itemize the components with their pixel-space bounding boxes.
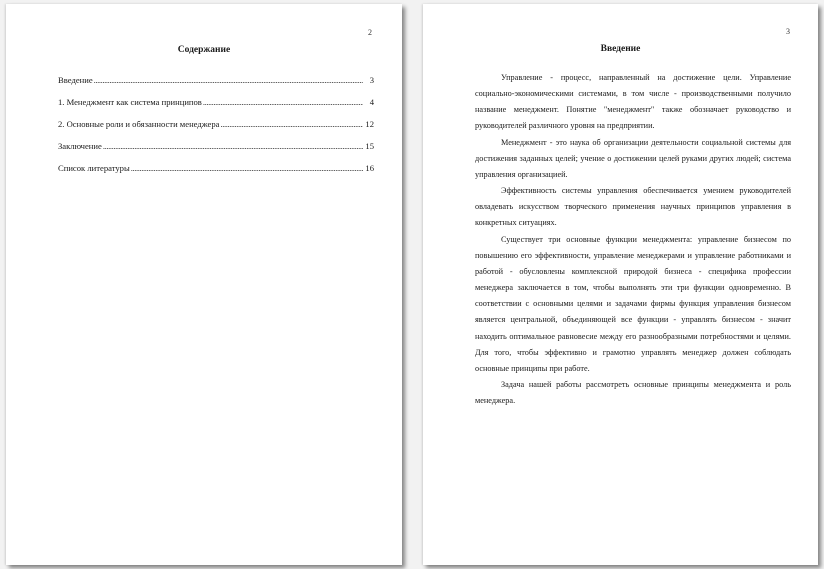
page-number: 2 — [368, 28, 372, 37]
toc-entry[interactable] — [58, 97, 374, 119]
toc-leader-dots — [221, 119, 364, 129]
toc-entry-title: 1. Менеджмент как система принципов — [58, 97, 202, 107]
introduction-body — [475, 70, 791, 409]
toc-leader-dots — [203, 97, 363, 107]
toc-entry-title: Введение — [58, 75, 93, 85]
table-of-contents — [58, 75, 374, 185]
toc-leader-dots — [94, 75, 363, 85]
toc-entry[interactable] — [58, 119, 374, 141]
toc-entry[interactable] — [58, 75, 374, 97]
toc-entry[interactable] — [58, 163, 374, 185]
toc-entry-title: 2. Основные роли и обязанности менеджера — [58, 119, 220, 129]
toc-entry[interactable] — [58, 141, 374, 163]
toc-entry-title: Список литературы — [58, 163, 130, 173]
page-number: 3 — [786, 27, 790, 36]
toc-entry-page: 16 — [365, 163, 374, 173]
introduction-heading: Введение — [600, 44, 641, 54]
introduction-page — [423, 4, 818, 565]
paragraph: Эффективность системы управления обеспечивается умением руководителей овладевать искусством творческого применения научных принципов управления в конкретных ситуациях. — [475, 186, 791, 228]
toc-leader-dots — [131, 163, 363, 173]
paragraph: Задача нашей работы рассмотреть основные принципы менеджмента и роль менеджера. — [475, 379, 791, 406]
toc-entry-page: 15 — [365, 141, 374, 151]
toc-entry-page: 4 — [369, 97, 374, 107]
toc-entry-title: Заключение — [58, 141, 102, 151]
contents-heading: Содержание — [177, 45, 231, 55]
toc-entry-page: 12 — [365, 119, 374, 129]
contents-page — [6, 4, 402, 565]
paragraph: Менеджмент - это наука об организации деятельности социальной системы для достижения заданных целей; учение о достижении целей руками других людей; система управления организацией. — [475, 137, 791, 179]
toc-leader-dots — [103, 141, 363, 151]
paragraph: Существует три основные функции менеджмента: управление бизнесом по повышению его эффективности, управление менеджерами и управление работниками и работой - обусловлены комплексной природой бизнеса - специфика профессии менеджера заключается в том, чтобы выполнять эти три функции одновременно. В соответствии с основными целями и задачами фирмы функция управления бизнесом является центральной, объединяющей все функции - управлять бизнесом - значит находить оптимальное равновесие между его разнообразными потребностями и целями. Для того, чтобы эффективно и грамотно управлять менеджер должен соблюдать основные принципы при работе. — [475, 234, 791, 373]
toc-entry-page: 3 — [369, 75, 374, 85]
paragraph: Управление - процесс, направленный на достижение цели. Управление социально-экономическими системами, в том числе - производственными получило название менеджмент. Понятие "менеджмент" также обозначает руководство и руководителей различного уровня на предприятии. — [475, 73, 791, 131]
